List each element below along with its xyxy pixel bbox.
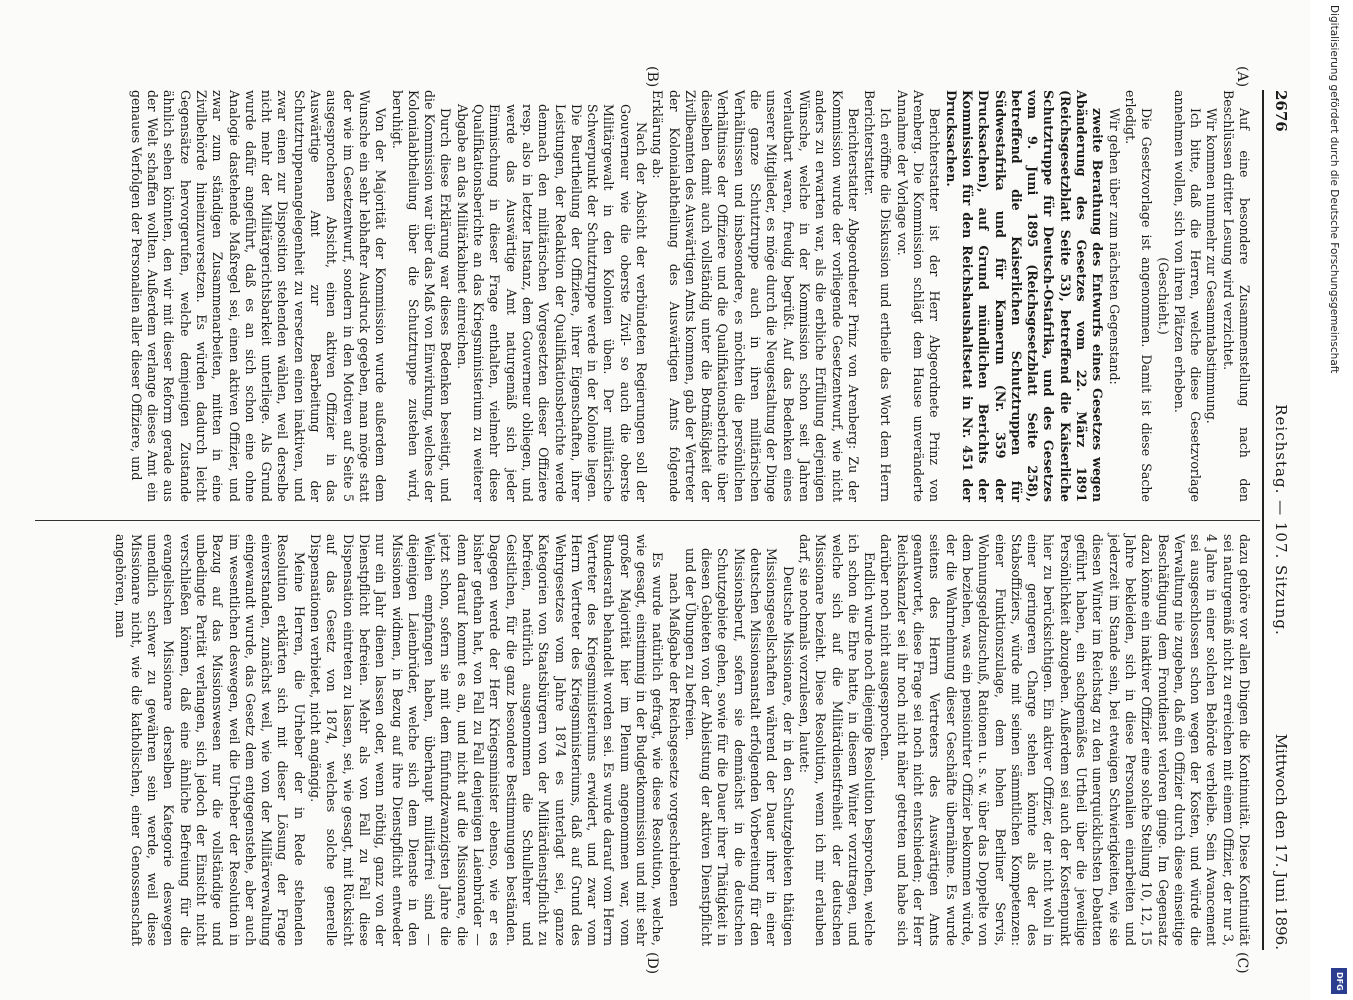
- page-number: 2676: [1272, 90, 1290, 132]
- credit-text: Digitalisierung gefördert durch die Deutsche Forschungsgemeinschaft: [1328, 5, 1340, 374]
- header-rule: [1262, 90, 1264, 950]
- paragraph: Wir kommen nunmehr zur Gesammtabstimmung.: [1204, 108, 1220, 424]
- paragraph: Ich bitte, daß die Herren, welche diese Gesetzvorlage annehmen wollen, sich von ihren Plätzen erheben.: [1171, 90, 1204, 502]
- paragraph: dazu gehöre vor allen Dingen die Kontinuität. Diese Kontinuität sei naturgemäß nicht zu erreichen mit einem Offizier, der nur 3, 4 Jahre in einer solchen Behörde verbleibe. Sein Avancement sei ausgeschlossen schon wegen der Kosten, und würde die Verwaltung nie zugeben, daß ein Offizier durch diese einseitige Beschäftigung dem Frontdienst verloren ginge. Im Gegensatz dazu könne ein inaktiver Offizier eine solche Stellung 10, 12, 15 Jahre bekleiden, sich in diese Personalien einarbeiten und jederzeit im Stande sein, bei etwaigen Schwierigkeiten, wie sie diesen Winter im Reichstag zu den unerquicklichsten Debatten geführt haben, ein sachgemäßes Urtheil über die jeweilige Persönlichkeit abzugeben. Außerdem sei auch der Kostenpunkt hier zu berücksichtigen. Ein aktiver Offizier, der nicht wohl in einer geringeren Charge stehen könnte als der des Stabsoffiziers, würde mit seinen sämmtlichen Kompetenzen: einer Funktionszulage, dem hohen Berliner Servis, Wohnungsgeldzuschuß, Rationen u. s. w. über das Doppelte von dem beziehen, was ein pensionirter Offizier bekommen würde, der die Wahrnehmung dieser Geschäfte übernähme. Es wurde seitens des Herrn Vertreters des Auswärtigen Amts geantwortet, diese Frage sei noch nicht entschieden; der Herr Reichskanzler sei ihr noch nicht näher getreten und habe sich darüber noch nicht ausgesprochen.: [878, 534, 1252, 946]
- right-column: [111, 534, 1252, 946]
- paragraph: Die Gesetzvorlage ist angenommen. Damit ist diese Sache erledigt.: [1122, 90, 1155, 502]
- digitization-credit: [1323, 5, 1345, 995]
- paragraph: Berichterstatter ist der Herr Abgeordnete Prinz von Arenberg. Die Kommission schlägt dem Hause unveränderte Annahme der Vorlage vor.: [894, 90, 943, 502]
- column-divider: [35, 520, 1260, 521]
- paragraph: Durch diese Erklärung war dieses Bedenken beseitigt, und die Kommission war über das Maß von Einwirkung, welches der Kolonialabtheilung über die Schutztruppe zustehen wird, beruhigt.: [389, 90, 454, 502]
- margin-marker-a: (A): [1234, 66, 1250, 88]
- paragraph: Es wurde natürlich gefragt, wie diese Resolution, welche, wie gesagt, einstimmig in der Budgetkommission und mit sehr großer Majorität hier im Plenum angenommen war, vom Bundesrath behandelt worden sei. Es wurde darauf vom Herrn Vertreter des Kriegsministeriums erwidert, und zwar vom Herrn Vertreter des Kriegsministeriums, daß auf Grund des Wehrgesetzes vom Jahre 1874 es unterlagt sei, ganze Kategorien von Staatsbürgern von der Militärdienstpflicht zu befreien, natürlich ausgenommen die Schullehrer und Geistlichen, für die ganz besondere Bestimmungen beständen. Dagegen werde der Herr Kriegsminister ebenso, wie er es bisher gethan hat, von Fall zu Fall denjenigen Laienbrüder — denn darauf kommt es an, und nicht auf die Missionare, die jetzt schon, sofern sie mit dem fünfundzwanzigsten Jahre die Weihen empfangen haben, überhaupt militärfrei sind — diejenigen Laienbrüder, welche sich dem Dienste in den Missionen widmen, in Bezug auf ihre Dienstpflicht entweder nur ein Jahr dienen lassen oder, wenn nöthig, ganz von der Dienstpflicht befreien. Mehr als von Fall zu Fall diese Dispensation eintreten zu lassen, sei, wie gesagt, mit Rücksicht auf das Gesetz von 1874, welches solche generelle Dispensationen verbietet, nicht angängig.: [308, 534, 666, 946]
- header-date: Mittwoch den 17. Juni 1896.: [1272, 733, 1290, 950]
- paragraph: Wir gehen über zum nächsten Gegenstand:: [1106, 108, 1122, 385]
- margin-marker-d: (D): [644, 952, 660, 975]
- resolution-text: Deutsche Missionare, der in den Schutzgebieten thätigen Missionsgesellschaften während der Dauer ihrer in einer deutschen Missionsanstalt erfolgenden Vorbereitung für den Missionsberuf, sofern sie demnächst in die deutschen Schutzgebiete gehen, sowie für die Dauer ihrer Thätigkeit in diesen Gebieten von der Ableistung der aktiven Dienstpflicht und der Übungen zu befreien.: [682, 548, 796, 946]
- paragraph: Berichterstatter Abgeordneter Prinz von Arenberg: Zu der Kommission wurde der vorliegende Gesetzentwurf, wie nicht anders zu erwarten war, als die erbliche Erfüllung derjenigen Wünsche, welche in der Kommission schon seit Jahren verlautbart waren, freudig begrüßt. Auf das Bedenken eines unserer Mitglieder, es möge durch die Neugestaltung der Dinge die ganze Schutztruppe auch in ihren militärischen Verhältnissen und insbesondere, es möchten die persönlichen Verhältnisse der Offiziere und die Qualifikationsberichte über dieselben damit auch vollständig unter die Botmäßigkeit der Zivilbeamten des Auswärtigen Amts kommen, gab der Vertreter der Kolonialabtheilung des Auswärtigen Amts folgende Erklärung ab:: [650, 90, 861, 502]
- paragraph: (Geschieht.): [1155, 257, 1171, 335]
- agenda-item: zweite Berathung des Entwurfs eines Gesetzes wegen Abänderung des Gesetzes vom 22. März 1891 (Reichsgesetzblatt Seite 53), betreffend die Kaiserliche Schutztruppe für Deutsch-Ostafrika, und des Gesetzes vom 9. Juni 1895 (Reichsgesetzblatt Seite 258), betreffend die Kaiserlichen Schutztruppen für Südwestafrika und für Kamerun (Nr. 359 der Drucksachen), auf Grund mündlichen Berichts der Kommission für den Reichshaushaltsetat in Nr. 451 der Drucksachen.: [943, 90, 1106, 502]
- quoted-statement: Nach der Absicht der verbündeten Regierungen soll der Gouverneur wie die oberste Zivil- so auch die oberste Militärgewalt in den Kolonien üben. Der militärische Schwerpunkt der Schutztruppe werde in der Kolonie liegen. Die Beurtheilung der Offiziere, ihrer Eigenschaften, ihrer Leistungen, der Redaktion der Qualifikationsberichte werde demnach den militärischen Vorgesetzten dieser Offiziere resp. also in letzter Instanz, dem Gouverneur obliegen, und werde das Auswärtige Amt naturgemäß sich jeder Einmischung in dieser Frage enthalten, vielmehr diese Qualifikationsberichte an das Kriegsministerium zu weiterer Abgabe an das Militärkabinet einreichen.: [454, 104, 650, 502]
- paragraph: Endlich wurde noch diejenige Resolution besprochen, welche ich schon die Ehre hatte, in diesem Winter vorzutragen, und welche sich auf die Militärdienstfreiheit der deutschen Missionare bezieht. Diese Resolution, wenn ich mir erlauben darf, sie nochmals vorzulesen, lautet:: [796, 534, 878, 946]
- paragraph: Auf eine besondere Zusammenstellung nach den Beschlüssen dritter Lesung wird verzichtet.: [1220, 90, 1252, 502]
- margin-marker-c: (C): [1234, 952, 1250, 974]
- resolution-text-tail: nach Maßgabe der Reichsgesetze vorgeschriebenen: [666, 573, 682, 907]
- page-header: [1264, 90, 1290, 950]
- dfg-logo: DFG: [1331, 968, 1347, 994]
- header-title: Reichstag. — 107. Sitzung.: [1272, 404, 1290, 636]
- paragraph: Meine Herren, die Urheber der in Rede stehenden Resolution erklärten sich mit dieser Lösung der Frage einverstanden, zunächst weil, wie von der Militärverwaltung eingewandt wurde, das Gesetz dem entgegenstehe, aber auch im wesentlichen deswegen, weil die Urheber der Resolution in Bezug auf das Missionswesen nur die vollständige und unbedingte Parität verlangen, sich jedoch der Einsicht nicht verschließen können, daß eine ähnliche Befreiung für die evangelischen Missionare derselben Kategorie deswegen unendlich schwer zu gewähren sein werde, weil diese Missionare nicht, wie die katholischen, einer Genossenschaft angehören, man: [112, 534, 307, 946]
- paragraph: Von der Majorität der Kommission wurde außerdem dem Wunsche ein sehr lebhafter Ausdruck gegeben, man möge statt der wie im Gesetzentwurf, sondern in den Motiven auf Seite 5 ausgesprochenen Absicht, einen aktiven Offizier in das Auswärtige Amt zur Bearbeitung der Schutztruppenangelegenheit zu versetzen einen inaktiven, und zwar einen zur Disposition stehenden wählen, weil derselbe nicht mehr der Militärgerichtsbarkeit unterliege. Als Grund wurde dafür angeführt, daß es an sich schon eine ohne Analogie dastehende Maßregel sei, einen aktiven Offizier, und zwar zum ständigen Zusammenarbeiten, mitten in eine Zivilbehörde hineinzuversetzen. Es würden dadurch leicht Gegensätze hervorgerufen, welche demjenigen Zustande ähnlich sehen könnten, den wir mit dieser Reform gerade aus der Welt schaffen wollten. Außerdem verlange dieses Amt ein genaues Verfolgen der Personalien aller dieser Offiziere, und: [128, 90, 389, 502]
- margin-marker-b: (B): [644, 66, 660, 88]
- left-column: [128, 90, 1252, 502]
- paragraph: Ich eröffne die Diskussion und ertheile das Wort dem Herrn Berichterstatter.: [862, 90, 894, 502]
